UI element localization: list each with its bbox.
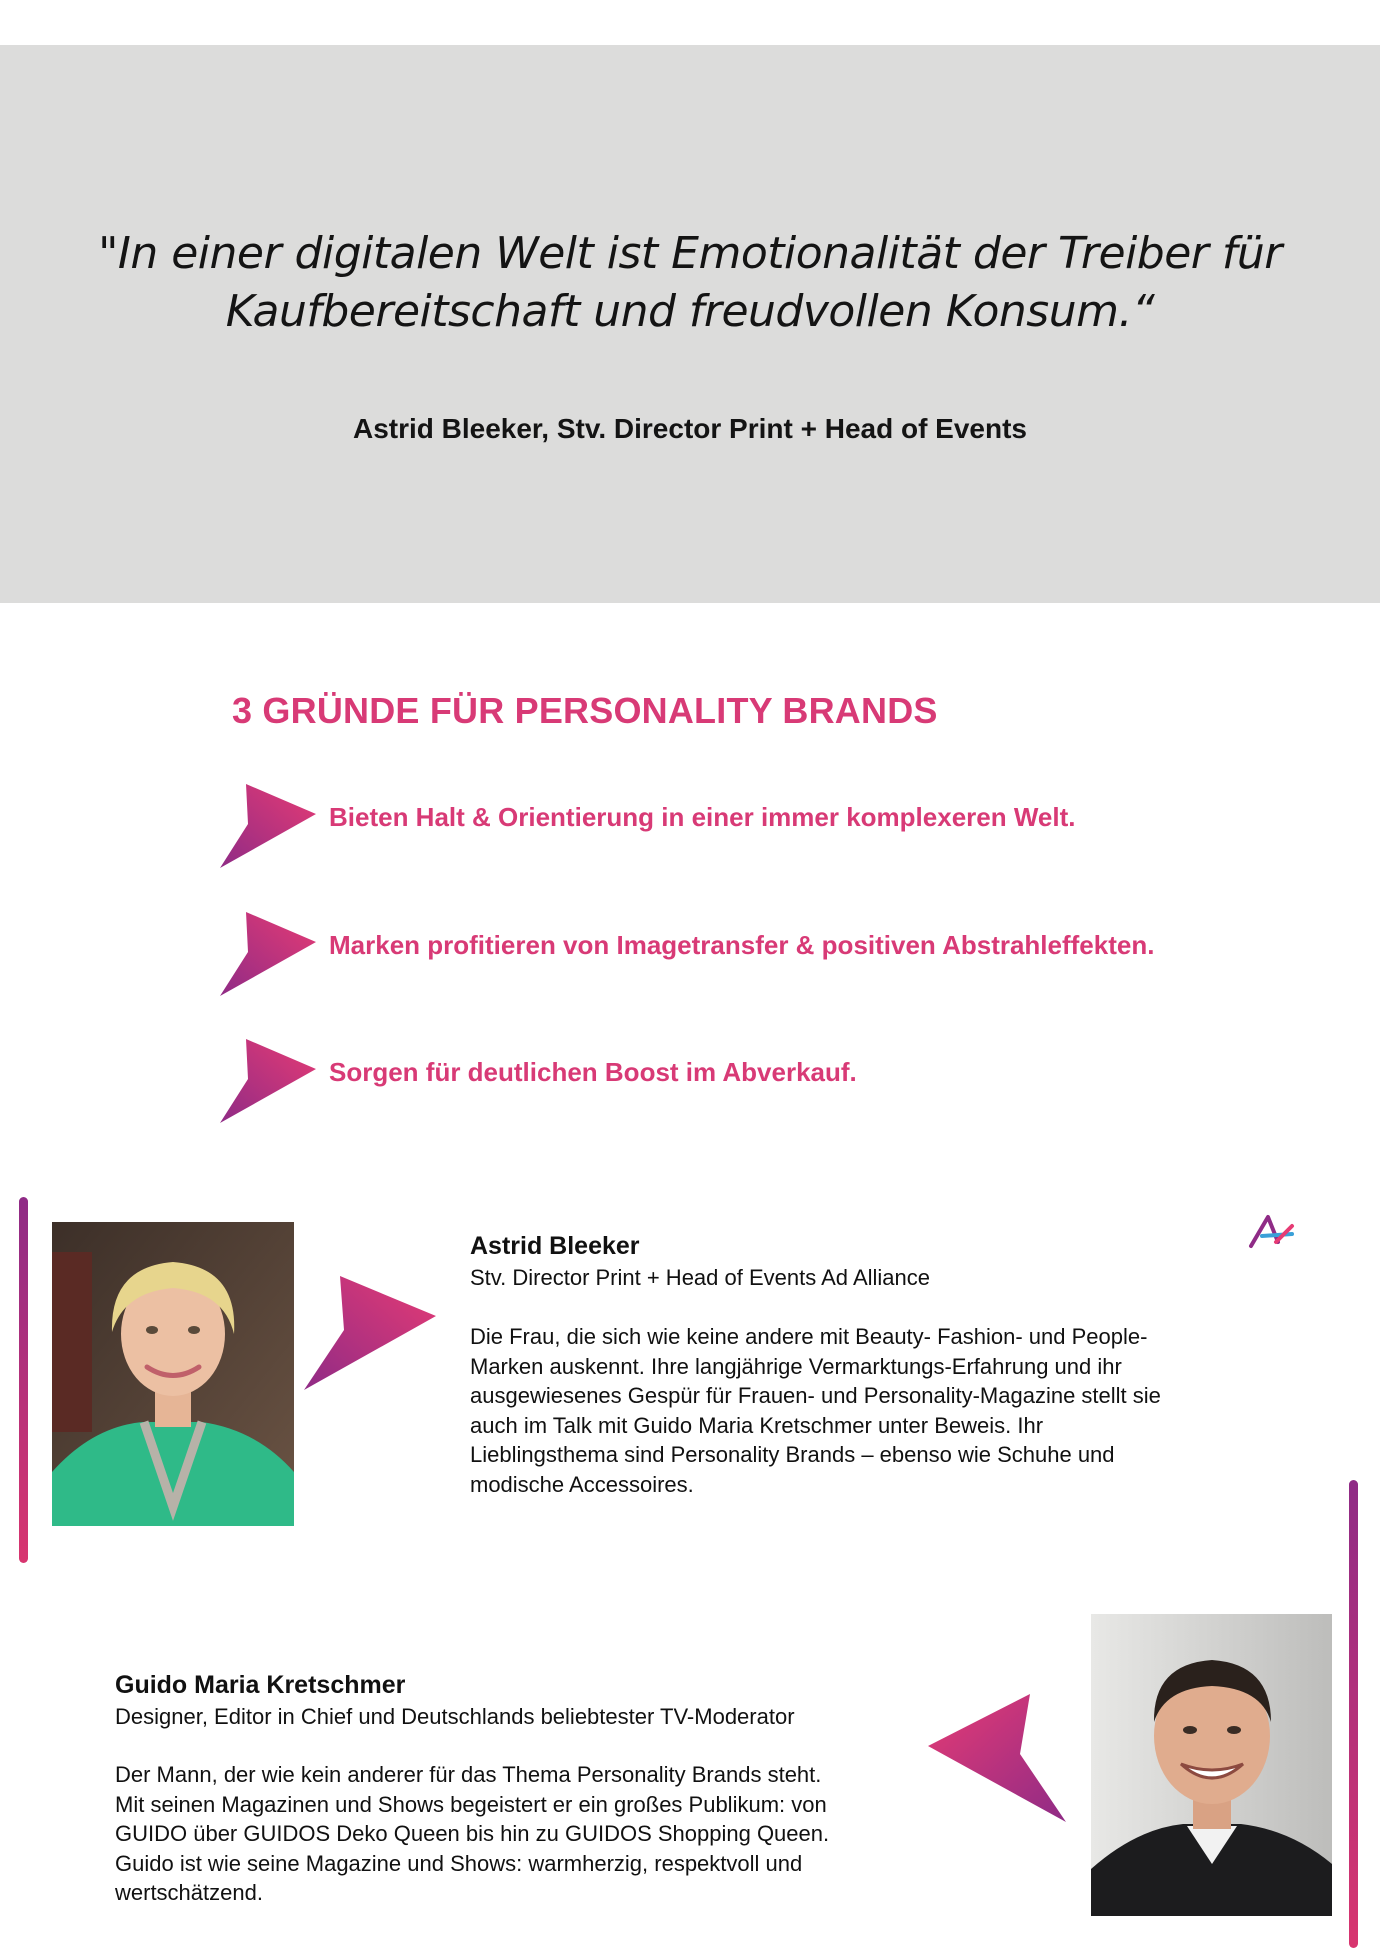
right-accent-bar [1349,1480,1358,1948]
chevron-right-icon [218,1035,318,1125]
person-bio: Der Mann, der wie kein anderer für das Thema Personality Brands steht. Mit seinen Magazinen und Shows begeistert er ein großes Publikum: von GUIDO über GUIDOS Deko Queen bis hin zu GUIDOS Shopping Queen. Guido ist wie seine Magazine und Shows: warmherzig, respektvoll und wertschätzend. [115,1762,830,1905]
reason-text: Bieten Halt & Orientierung in einer immer komplexeren Welt. [329,802,1076,832]
chevron-right-icon [218,780,318,870]
person-name: Guido Maria Kretschmer [115,1671,406,1699]
chevron-right-icon [218,908,318,998]
quote-author: Astrid Bleeker, Stv. Director Print + Head of Events [352,413,1028,444]
chevron-right-icon [300,1272,440,1392]
quote-text: "In einer digitalen Welt ist Emotionalität der Treiber für Kaufbereitschaft und freudvollen Konsum.“ [98,228,1282,337]
left-accent-bar [19,1197,28,1563]
portrait-guido-maria-kretschmer [1091,1614,1332,1916]
person-role: Designer, Editor in Chief und Deutschlands beliebtester TV-Moderator [115,1704,795,1729]
person-name: Astrid Bleeker [470,1232,640,1260]
reason-item [218,780,1218,870]
person-bio: Die Frau, die sich wie keine andere mit Beauty- Fashion- und People- Marken auskennt. Ihre langjährige Vermarktungs-Erfahrung und ihr ausgewiesenes Gespür für Frauen- und Personality-Magazine stellt sie auch im Talk mit Guido Maria Kretschmer unter Beweis. Ihr Lieblingsthema sind Personality Brands – ebenso wie Schuhe und modische Accessoires. [470,1324,1161,1497]
reason-text: Sorgen für deutlichen Boost im Abverkauf. [329,1057,857,1087]
reason-text: Marken profitieren von Imagetransfer & positiven Abstrahleffekten. [329,930,1155,960]
quote-banner [0,45,1380,603]
chevron-left-icon [924,1690,1070,1826]
reason-item [218,1035,1218,1125]
ad-alliance-logo-icon [1248,1212,1296,1252]
portrait-astrid-bleeker [52,1222,294,1526]
reasons-title: 3 GRÜNDE FÜR PERSONALITY BRANDS [232,690,938,731]
reason-item [218,908,1218,998]
person-role: Stv. Director Print + Head of Events Ad Alliance [470,1265,930,1290]
